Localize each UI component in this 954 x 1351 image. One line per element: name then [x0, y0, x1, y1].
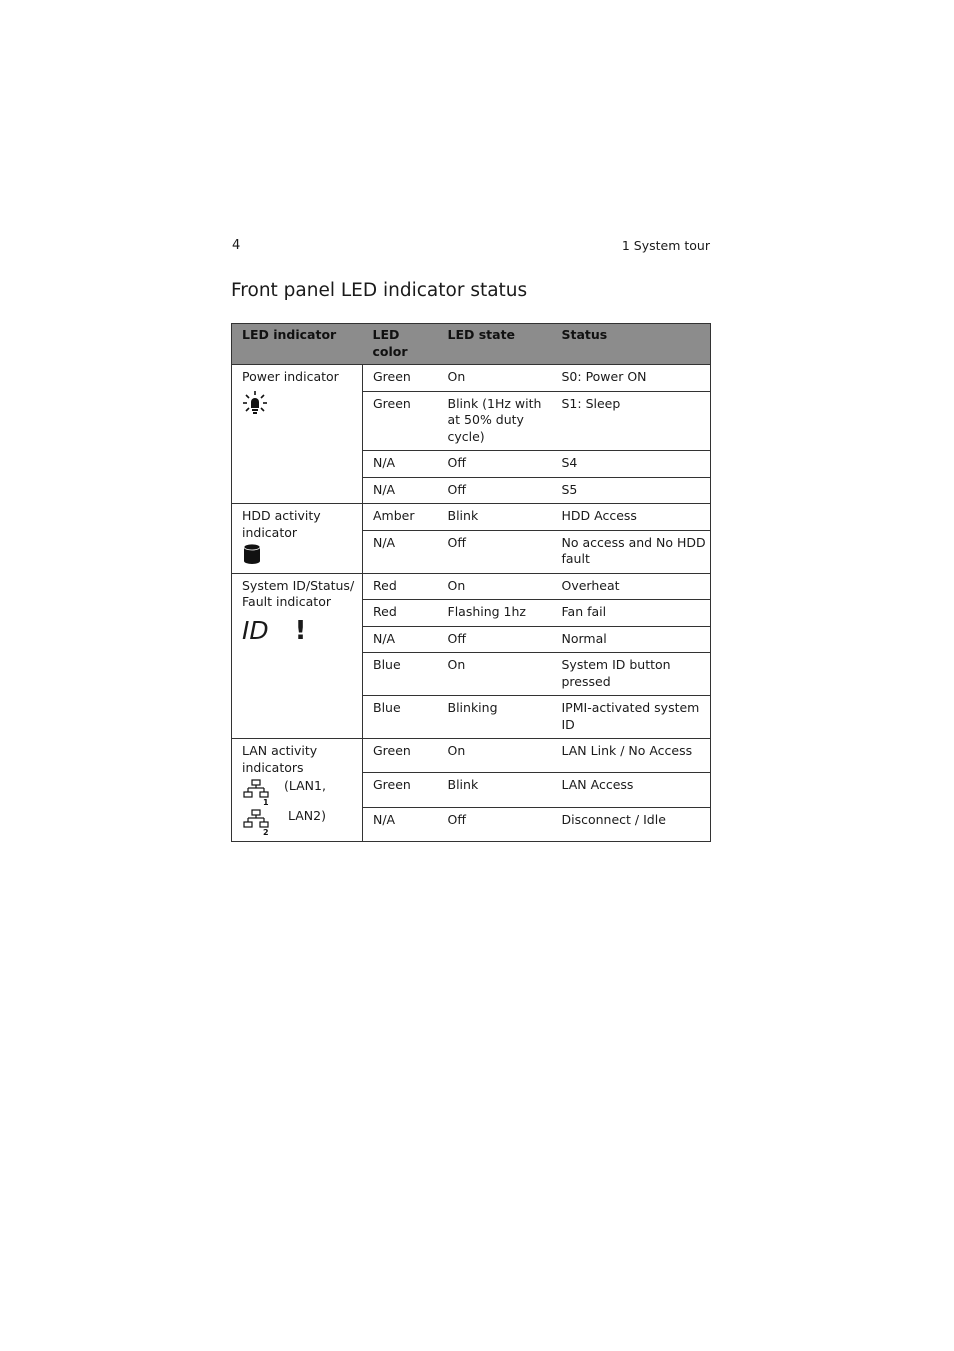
led-state-cell: Off — [438, 451, 552, 478]
table-row — [232, 573, 711, 600]
led-color-cell: Green — [363, 739, 438, 773]
table-row — [232, 739, 711, 773]
system-id-fault-icon — [242, 617, 362, 645]
led-color-cell: N/A — [363, 626, 438, 653]
status-cell: LAN Link / No Access — [552, 739, 711, 773]
table-row — [232, 365, 711, 392]
system-id-icon: ID — [242, 615, 269, 645]
led-color-cell: Red — [363, 573, 438, 600]
lan-number: 2 — [263, 828, 269, 836]
led-state-cell: Off — [438, 530, 552, 573]
column-header: Status — [552, 324, 711, 365]
led-state-cell: Off — [438, 807, 552, 841]
column-header: LED color — [363, 324, 438, 365]
column-header: LED state — [438, 324, 552, 365]
led-state-cell: On — [438, 573, 552, 600]
led-status-table — [231, 323, 711, 842]
led-state-cell: On — [438, 739, 552, 773]
indicator-label: indicators — [242, 759, 304, 775]
indicator-cell-system-id — [232, 573, 363, 739]
led-state-cell: Flashing 1hz — [438, 600, 552, 627]
indicator-label: LAN activity — [242, 743, 318, 758]
indicator-cell-lan — [232, 739, 363, 842]
table-row — [232, 504, 711, 531]
status-cell: No access and No HDD fault — [552, 530, 711, 573]
status-cell: IPMI-activated system ID — [552, 696, 711, 739]
hdd-icon — [242, 543, 262, 565]
indicator-cell-hdd — [232, 504, 363, 574]
power-led-icon — [242, 390, 268, 416]
lan-label: (LAN1, — [284, 778, 326, 793]
led-state-cell: Off — [438, 626, 552, 653]
led-color-cell: Blue — [363, 653, 438, 696]
led-color-cell: Amber — [363, 504, 438, 531]
indicator-label: indicator — [242, 524, 298, 540]
led-color-cell: Green — [363, 365, 438, 392]
led-color-cell: N/A — [363, 451, 438, 478]
led-color-cell: Green — [363, 391, 438, 451]
status-cell: LAN Access — [552, 773, 711, 807]
led-color-cell: Red — [363, 600, 438, 627]
status-cell: System ID button pressed — [552, 653, 711, 696]
indicator-label: HDD activity — [242, 508, 321, 523]
led-state-cell: On — [438, 365, 552, 392]
status-cell: S1: Sleep — [552, 391, 711, 451]
chapter-title: 1 System tour — [621, 238, 710, 253]
status-cell: Overheat — [552, 573, 711, 600]
led-color-cell: N/A — [363, 807, 438, 841]
network-icon — [242, 808, 270, 836]
led-state-cell: Blink (1Hz with at 50% duty cycle) — [438, 391, 552, 451]
status-cell: Fan fail — [552, 600, 711, 627]
led-color-cell: Green — [363, 773, 438, 807]
lan-label: LAN2) — [288, 808, 326, 823]
table-header-row — [232, 324, 711, 365]
network-icon — [242, 778, 270, 806]
page-number: 4 — [232, 238, 241, 253]
status-cell: HDD Access — [552, 504, 711, 531]
fault-icon: ! — [294, 615, 307, 646]
led-state-cell: Blink — [438, 504, 552, 531]
led-color-cell: Blue — [363, 696, 438, 739]
column-header: LED indicator — [232, 324, 363, 365]
led-color-cell: N/A — [363, 530, 438, 573]
lan-number: 1 — [263, 798, 269, 806]
status-cell: S4 — [552, 451, 711, 478]
led-state-cell: Blinking — [438, 696, 552, 739]
section-title: Front panel LED indicator status — [231, 280, 528, 301]
led-state-cell: On — [438, 653, 552, 696]
led-state-cell: Off — [438, 477, 552, 504]
status-cell: Disconnect / Idle — [552, 807, 711, 841]
indicator-label: System ID/Status/ — [242, 577, 355, 593]
indicator-cell-power — [232, 365, 363, 504]
indicator-label: Power indicator — [242, 369, 339, 384]
status-cell: S0: Power ON — [552, 365, 711, 392]
indicator-label: Fault indicator — [242, 594, 331, 609]
led-color-cell: N/A — [363, 477, 438, 504]
led-state-cell: Blink — [438, 773, 552, 807]
status-cell: S5 — [552, 477, 711, 504]
status-cell: Normal — [552, 626, 711, 653]
